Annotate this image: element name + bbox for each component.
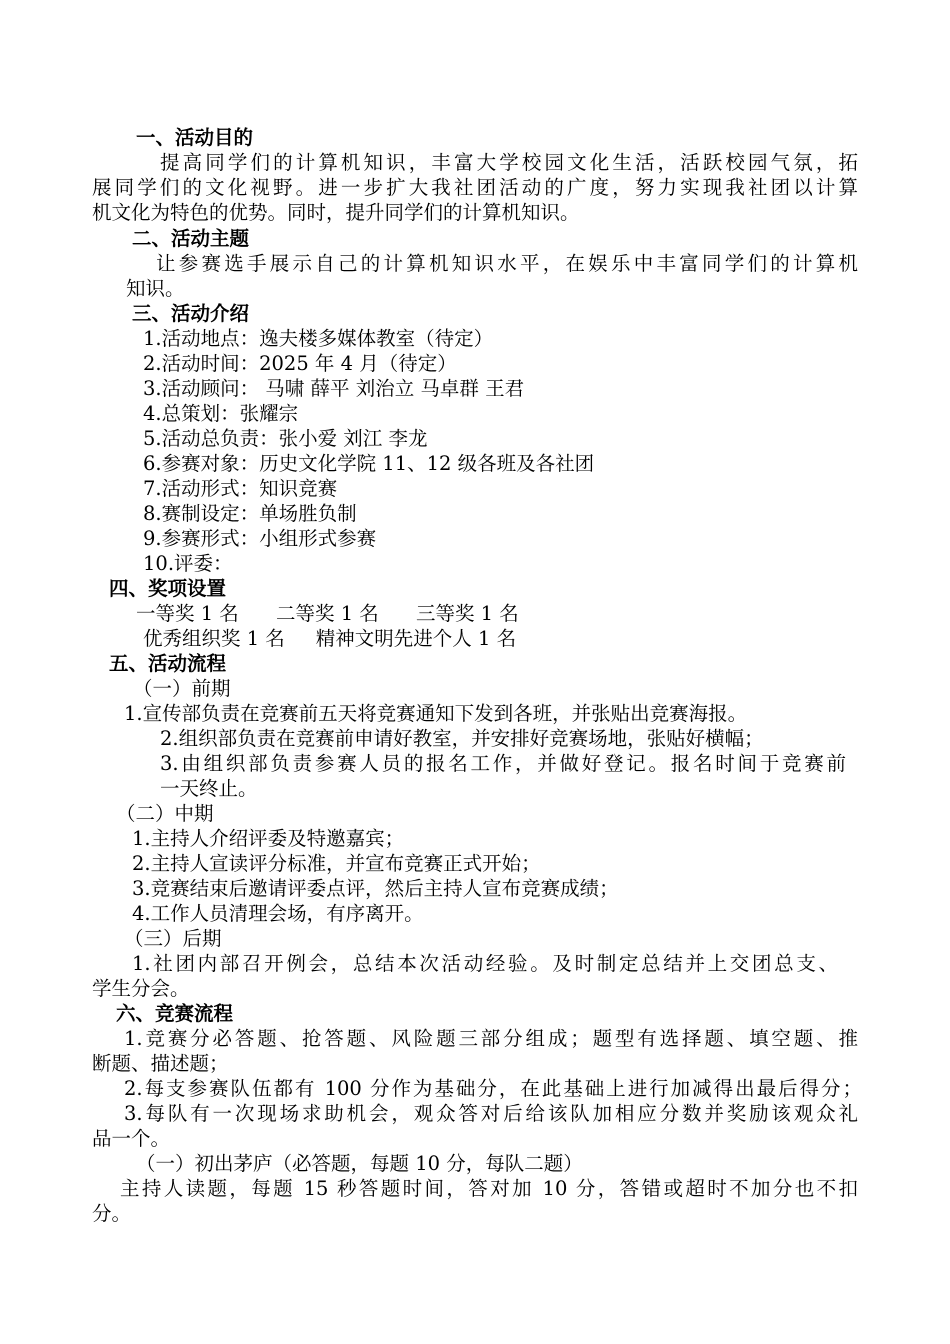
section-heading-awards: 四、奖项设置 (109, 577, 227, 600)
list-item: 1.宣传部负责在竞赛前五天将竞赛通知下发到各班，并张贴出竞赛海报。 (124, 702, 748, 725)
subsection-label-round-one: （一）初出茅庐（必答题，每题 10 分，每队二题） (136, 1152, 583, 1175)
paragraph-line: 断题、描述题； (92, 1052, 229, 1075)
list-item: 6.参赛对象：历史文化学院 11、12 级各班及各社团 (143, 452, 595, 475)
list-item: 2.主持人宣读评分标准，并宣布竞赛正式开始； (132, 852, 541, 875)
subsection-label-late: （三）后期 (124, 927, 222, 950)
paragraph-line: 品一个。 (92, 1127, 171, 1150)
paragraph-line: 展同学们的文化视野。进一步扩大我社团活动的广度，努力实现我社团以计算 (92, 176, 858, 199)
section-heading-process: 五、活动流程 (109, 652, 227, 675)
subsection-label-middle: （二）中期 (116, 802, 214, 825)
list-item: 2.活动时间：2025 年 4 月（待定） (143, 352, 457, 375)
paragraph-line: 机文化为特色的优势。同时，提升同学们的计算机知识。 (92, 201, 580, 224)
list-item: 4.工作人员清理会场，有序离开。 (132, 902, 424, 925)
list-item: 3.竞赛结束后邀请评委点评，然后主持人宣布竞赛成绩； (132, 877, 619, 900)
section-heading-intro: 三、活动介绍 (132, 302, 250, 325)
section-heading-theme: 二、活动主题 (132, 227, 250, 250)
list-item: 3.活动顾问： 马啸 薛平 刘治立 马卓群 王君 (143, 377, 525, 400)
section-heading-purpose: 一、活动目的 (136, 126, 254, 149)
list-item: 7.活动形式：知识竞赛 (143, 477, 338, 500)
paragraph-line: 提高同学们的计算机知识，丰富大学校园文化生活，活跃校园气氛，拓 (160, 151, 858, 174)
paragraph-line: 主持人读题，每题 15 秒答题时间，答对加 10 分，答错或超时不加分也不扣 (120, 1177, 858, 1200)
list-item: 1.社团内部召开例会，总结本次活动经验。及时制定总结并上交团总支、 (132, 952, 838, 975)
list-item: 10.评委： (143, 552, 233, 575)
list-item: 4.总策划：张耀宗 (143, 402, 299, 425)
subsection-label-early: （一）前期 (133, 677, 231, 700)
list-item: 8.赛制设定：单场胜负制 (143, 502, 357, 525)
paragraph-line: 分。 (92, 1202, 132, 1225)
list-item: 9.参赛形式：小组形式参赛 (143, 527, 377, 550)
awards-line: 优秀组织奖 1 名 精神文明先进个人 1 名 (143, 627, 517, 650)
paragraph-line: 知识。 (126, 277, 185, 300)
paragraph-line: 1.竞赛分必答题、抢答题、风险题三部分组成；题型有选择题、填空题、推 (124, 1027, 858, 1050)
list-item: 1.主持人介绍评委及特邀嘉宾； (132, 827, 405, 850)
awards-line: 一等奖 1 名 二等奖 1 名 三等奖 1 名 (136, 602, 519, 625)
list-item: 2.组织部负责在竞赛前申请好教室，并安排好竞赛场地，张贴好横幅； (160, 727, 764, 750)
list-item: 5.活动总负责：张小爱 刘江 李龙 (143, 427, 428, 450)
list-item: 3.由组织部负责参赛人员的报名工作，并做好登记。报名时间于竞赛前 (160, 752, 846, 775)
list-item: 学生分会。 (92, 977, 190, 1000)
list-item: 一天终止。 (160, 777, 258, 800)
list-item: 1.活动地点：逸夫楼多媒体教室（待定） (143, 327, 494, 350)
paragraph-line: 让参赛选手展示自己的计算机知识水平，在娱乐中丰富同学们的计算机 (156, 252, 858, 275)
paragraph-line: 3.每队有一次现场求助机会，观众答对后给该队加相应分数并奖励该观众礼 (124, 1102, 858, 1125)
section-heading-contest: 六、竞赛流程 (116, 1002, 234, 1025)
paragraph-line: 2.每支参赛队伍都有 100 分作为基础分，在此基础上进行加减得出最后得分； (124, 1077, 862, 1100)
